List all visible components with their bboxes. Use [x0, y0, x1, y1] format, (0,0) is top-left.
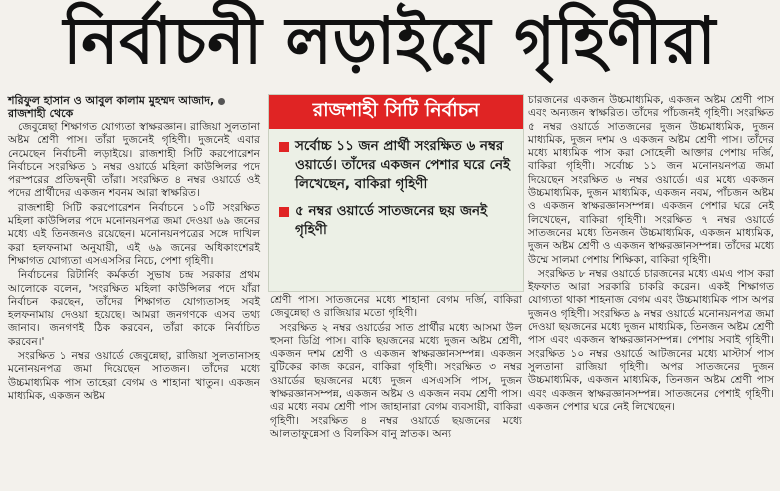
byline-location: রাজশাহী থেকে [8, 107, 74, 120]
paragraph: সংরক্ষিত ১ নম্বর ওয়ার্ডে জেবুন্নেছা, রাজিয়া সুলতানাসহ মনোনয়নপত্র জমা দিয়েছেন সাতজন। তাঁদের মধ্যে উচ্চমাধ্যমিক পাস তাহেরা বেগম ও শাহানা খাতুন। একজন মাধ্যমিক, একজন অষ্টম [8, 350, 260, 402]
headline: নির্বাচনী লড়াইয়ে গৃহিণীরা [63, 1, 717, 79]
highlight-bullet [279, 202, 515, 240]
highlight-bullet [279, 137, 515, 194]
byline [8, 94, 260, 120]
highlight-box [268, 94, 524, 292]
bullet-dot-icon [218, 98, 225, 105]
paragraph: জেবুন্নেছা শিক্ষাগত যোগ্যতা স্বাক্ষরজ্ঞান। রাজিয়া সুলতানা অষ্টম শ্রেণী পাস। তাঁরা দুজনেই গৃহিণী। দুজনেই এবার নেমেছেন নির্বাচনী লড়াইয়ে। রাজশাহী সিটি করপোরেশন নির্বাচনে সংরক্ষিত ১ নম্বর ওয়ার্ডে মহিলা কাউন্সিলর পদে পরস্পরের প্রতিদ্বন্দ্বী তাঁরা। সংরক্ষিত ৪ নম্বর ওয়ার্ডে ওই পদের প্রার্থীদের একজন শবনম আরা স্বাক্ষরিত। [8, 121, 260, 200]
article-column-3 [528, 94, 774, 415]
paragraph: চারজনের একজন উচ্চমাধ্যমিক, একজন অষ্টম শ্রেণী পাস এবং অন্যজন স্বাক্ষরিত। তাঁদের পাঁচজনই গৃহিণী। সংরক্ষিত ৫ নম্বর ওয়ার্ডে সাতজনের দুজন উচ্চমাধ্যমিক, দুজন মাধ্যমিক, দুজন দশম ও একজন অষ্টম শ্রেণী পাস। তাঁদের মধ্যে মাধ্যমিক পাস করা সোহেলী আক্তার পেশায় দর্জি, বাকিরা গৃহিণী। সর্বোচ্চ ১১ জন মনোনয়নপত্র জমা দিয়েছেন সংরক্ষিত ৬ নম্বর ওয়ার্ডে। এর মধ্যে একজন উচ্চমাধ্যমিক, দুজন মাধ্যমিক, একজন নবম, পাঁচজন অষ্টম ও একজন স্বাক্ষরজ্ঞানসম্পন্ন। একজন পেশার ঘরে নেই লিখেছেন, বাকিরা গৃহিণী। সংরক্ষিত ৭ নম্বর ওয়ার্ডে সাতজনের মধ্যে তিনজন উচ্চমাধ্যমিক, একজন মাধ্যমিক, দুজন অষ্টম শ্রেণী ও একজন স্বাক্ষরজ্ঞানসম্পন্ন। তাঁদের মধ্যে উম্মে সালমা পেশায় শিক্ষিকা, বাকিরা গৃহিণী। [528, 94, 774, 266]
paragraph: রাজশাহী সিটি করপোরেশন নির্বাচনে ১০টি সংরক্ষিত মহিলা কাউন্সিলর পদে মনোনয়নপত্র জমা দেওয়া ৬৯ জনের মধ্যে এই তিনজনও রয়েছেন। মনোনয়নপত্রের সঙ্গে দাখিল করা হলফনামা অনুযায়ী, এই ৬৯ জনের অধিকাংশেরই শিক্ষাগত যোগ্যতা এসএসসির নিচে, পেশা গৃহিণী। [8, 201, 260, 267]
highlight-bullet-text: ৫ নম্বর ওয়ার্ডে সাতজনের ছয় জনই গৃহিণী [295, 203, 488, 238]
article-column-2 [270, 294, 522, 442]
red-square-bullet-icon [279, 142, 289, 152]
paragraph: সংরক্ষিত ২ নম্বর ওয়ার্ডের সাত প্রার্থীর মধ্যে আসমা উল হুসনা ডিগ্রি পাস। বাকি ছয়জনের মধ্যে দুজন অষ্টম শ্রেণী, একজন দশম শ্রেণী ও একজন স্বাক্ষরজ্ঞানসম্পন্ন। একজন বুটিকের কাজ করেন, বাকিরা গৃহিণী। সংরক্ষিত ৩ নম্বর ওয়ার্ডের ছয়জনের মধ্যে দুজন এসএসসি পাস, দুজন স্বাক্ষরজ্ঞানসম্পন্ন, একজন অষ্টম ও একজন নবম শ্রেণী পাস। এর মধ্যে নবম শ্রেণী পাস জাহানারা বেগম ব্যবসায়ী, বাকিরা গৃহিণী। সংরক্ষিত ৪ নম্বর ওয়ার্ডে ছয়জনের মধ্যে আলতাফুন্নেসা ও বিলকিস বানু স্নাতক। অন্য [270, 321, 522, 440]
red-square-bullet-icon [279, 207, 289, 217]
paragraph: শ্রেণী পাস। সাতজনের মধ্যে শাহানা বেগম দর্জি, বাকিরা জেবুন্নেছা ও রাজিয়ার মতো গৃহিণী। [270, 294, 522, 320]
paragraph: নির্বাচনের রিটার্নিং কর্মকর্তা সুভাষ চন্দ্র সরকার প্রথম আলোকে বলেন, 'সংরক্ষিত মহিলা কাউন্সিলর পদে যাঁরা নির্বাচন করছেন, তাঁদের শিক্ষাগত যোগ্যতাসহ সবই হলফনামায় দেওয়া হয়েছে। আমরা জনগণকে এসব তথ্য জানাব। জনগণই ঠিক করবেন, তাঁরা কাকে নির্বাচিত করবেন।' [8, 269, 260, 348]
highlight-bullet-text: সর্বোচ্চ ১১ জন প্রার্থী সংরক্ষিত ৬ নম্বর ওয়ার্ডে। তাঁদের একজন পেশার ঘরে নেই লিখেছেন, বাকিরা গৃহিণী [295, 138, 511, 192]
byline-authors: শরিফুল হাসান ও আবুল কালাম মুহম্মদ আজাদ, [8, 94, 215, 107]
highlight-box-title: রাজশাহী সিটি নির্বাচন [269, 95, 523, 129]
paragraph: সংরক্ষিত ৮ নম্বর ওয়ার্ডে চারজনের মধ্যে এমএ পাস করা ইফফাত আরা সরকারি চাকরি করেন। একই শিক্ষাগত যোগ্যতা থাকা শাহনাজ বেগম এবং উচ্চমাধ্যমিক পাস অপর দুজনও গৃহিণী। সংরক্ষিত ৯ নম্বর ওয়ার্ডে মনোনয়নপত্র জমা দেওয়া ছয়জনের মধ্যে দুজন মাধ্যমিক, তিনজন অষ্টম শ্রেণী পাস এবং একজন স্বাক্ষরজ্ঞানসম্পন্ন। পেশায় সবাই গৃহিণী। সংরক্ষিত ১০ নম্বর ওয়ার্ডে আটজনের মধ্যে মাস্টার্স পাস সুলতানা রাজিয়া গৃহিণী। অপর সাতজনের দুজন উচ্চমাধ্যমিক, একজন মাধ্যমিক, তিনজন অষ্টম শ্রেণী পাস এবং একজন স্বাক্ষরজ্ঞানসম্পন্ন। সাতজনের পেশাই গৃহিণী। একজন পেশার ঘরে নেই লিখেছেন। [528, 267, 774, 413]
article-column-1 [8, 94, 260, 404]
